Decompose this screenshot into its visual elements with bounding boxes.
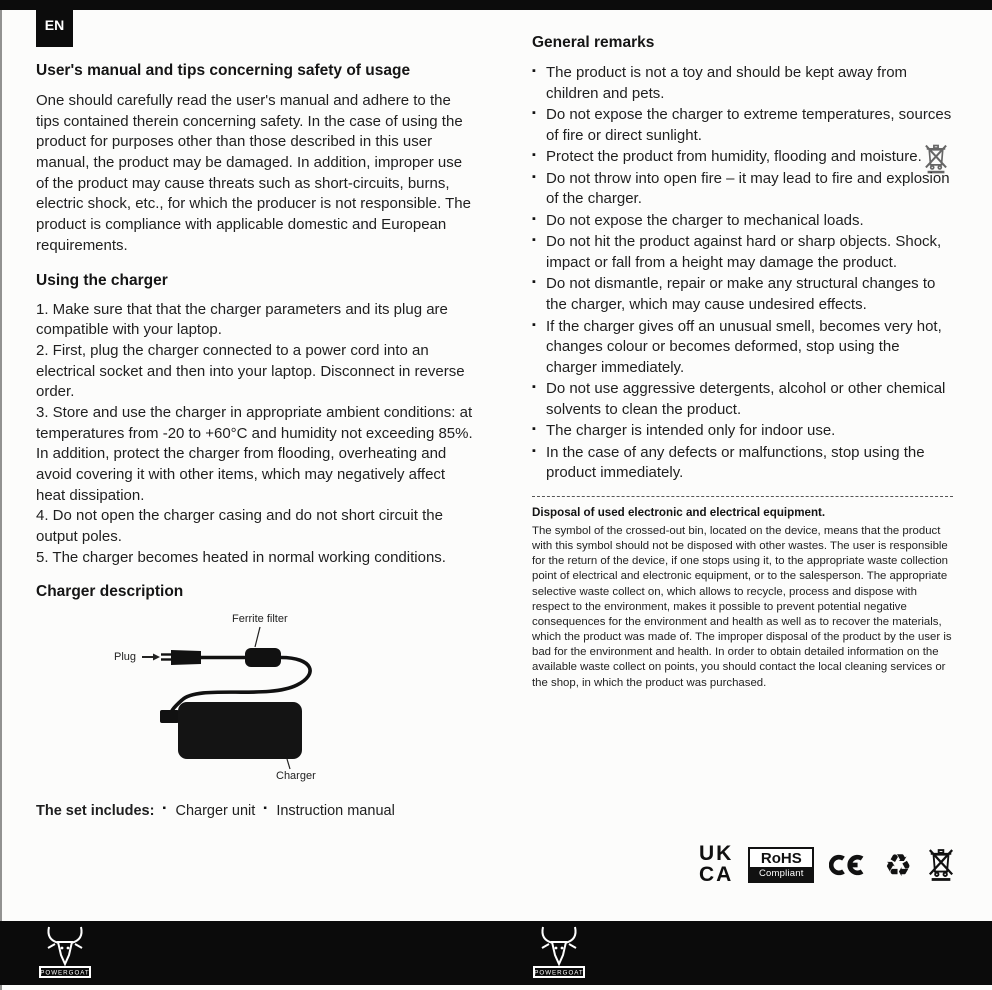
rohs-mark bbox=[748, 847, 814, 883]
bullet-item: ▪ Do not use aggressive detergents, alcohol or other chemical solvents to clean the product. bbox=[532, 379, 953, 420]
bullet-item: ▪ The charger is intended only for indoor use. bbox=[532, 421, 953, 442]
bullet-item: ▪ Protect the product from humidity, flooding and moisture. bbox=[532, 147, 953, 168]
bullet-item: ▪ In the case of any defects or malfunctions, stop using the product immediately. bbox=[532, 443, 953, 484]
using-step: 3. Store and use the charger in appropriate ambient conditions: at temperatures from -20 to +60°C and humidity not exceeding 85%. In addition, protect the charger from flooding, overheating and avoid covering it with other items, which may negatively affect heat dissipation. bbox=[36, 403, 473, 504]
left-column bbox=[36, 62, 473, 819]
set-includes-item: ▪ Charger unit bbox=[162, 803, 255, 819]
recycle-icon: ♻ bbox=[884, 847, 912, 883]
rohs-label: RoHS bbox=[760, 850, 802, 867]
safety-heading: User's manual and tips concerning safety of usage bbox=[36, 62, 411, 79]
charger-diagram bbox=[36, 611, 473, 789]
bullet-item: ▪ Do not throw into open fire – it may lead to fire and explosion of the charger. bbox=[532, 169, 953, 210]
general-remarks-heading: General remarks bbox=[532, 34, 655, 51]
charger-diagram-art bbox=[36, 611, 473, 789]
bullet-item: ▪ Do not expose the charger to mechanical loads. bbox=[532, 211, 953, 232]
bullet-item: ▪ Do not expose the charger to extreme temperatures, sources of fire or direct sunlight. bbox=[532, 105, 953, 146]
top-black-bar bbox=[0, 0, 992, 10]
rohs-compliant-label: Compliant bbox=[750, 867, 812, 881]
using-step: 5. The charger becomes heated in normal working conditions. bbox=[36, 548, 446, 566]
using-step: 1. Make sure that that the charger parameters and its plug are compatible with your laptop. bbox=[36, 300, 448, 339]
powergoat-wordmark: POWERGOAT bbox=[40, 969, 90, 977]
powergoat-wordmark: POWERGOAT bbox=[534, 969, 584, 977]
ukca-mark bbox=[699, 844, 733, 885]
disposal-heading: Disposal of used electronic and electrical equipment. bbox=[532, 505, 826, 519]
weee-crossed-bin-icon bbox=[927, 847, 955, 883]
dashed-divider bbox=[532, 496, 953, 497]
certification-logos bbox=[699, 838, 955, 892]
right-column bbox=[532, 34, 953, 691]
set-includes-label: The set includes: bbox=[36, 803, 155, 820]
disposal-body: The symbol of the crossed-out bin, located on the device, means that the product with this symbol should not be disposed with other wastes. The user is responsible for the return of the device, if one stops using it, to the appropriate waste collection point of electrical and electronic equipment, or to the salesperson. The appropriate selective waste collect on, which allows to recycle, process and dispose with respect to the environment, makes it possible to prevent potential negative consequences for the environment and health as well as to recover the materials, which the product was made of. The improper disposal of the product by the user is bad for the environment and health. In order to obtain detailed information on the available waste collect on points, you should contact the local cleaning services or the shop, in which the product was purchased. bbox=[532, 524, 952, 689]
scan-edge bbox=[0, 0, 2, 990]
footer-black-bar bbox=[0, 921, 992, 985]
ukca-line1: UK bbox=[699, 842, 734, 866]
plug-label: Plug bbox=[114, 651, 137, 664]
bullet-item: ▪ If the charger gives off an unusual smell, becomes very hot, changes colour or becomes deformed, stop using the charger immediately. bbox=[532, 317, 953, 379]
ferrite-filter-label: Ferrite filter bbox=[232, 613, 288, 626]
powergoat-logo bbox=[38, 924, 92, 982]
set-includes-line bbox=[36, 803, 473, 819]
using-step: 4. Do not open the charger casing and do not short circuit the output poles. bbox=[36, 507, 443, 546]
powergoat-logo bbox=[532, 924, 586, 982]
safety-body: One should carefully read the user's manual and adhere to the tips contained therein concerning safety. In the case of using the product for purposes other than those described in this user manual, the product may be damaged. In addition, improper use of the product may cause threats such as short-circuits, burns, electric shock, etc., for which the producer is not responsible. The product is compliance with applicable domestic and European requirements. bbox=[36, 92, 471, 254]
using-step: 2. First, plug the charger connected to a power cord into an electrical socket and then into your laptop. Disconnect in reverse order. bbox=[36, 341, 465, 401]
bullet-item: ▪ Do not hit the product against hard or sharp objects. Shock, impact or fall from a height may damage the product. bbox=[532, 232, 953, 273]
language-badge bbox=[36, 0, 73, 47]
general-remarks-list bbox=[532, 63, 953, 484]
ukca-line2: CA bbox=[699, 863, 734, 886]
set-includes-item: ▪ Instruction manual bbox=[263, 803, 394, 819]
bullet-item: ▪ The product is not a toy and should be kept away from children and pets. bbox=[532, 63, 953, 104]
using-heading: Using the charger bbox=[36, 271, 168, 289]
language-badge-label: EN bbox=[44, 16, 65, 33]
charger-label: Charger bbox=[276, 770, 316, 783]
bullet-item: ▪ Do not dismantle, repair or make any structural changes to the charger, which may cause undesired effects. bbox=[532, 274, 953, 315]
description-heading: Charger description bbox=[36, 583, 184, 601]
ce-mark-icon bbox=[829, 851, 869, 879]
